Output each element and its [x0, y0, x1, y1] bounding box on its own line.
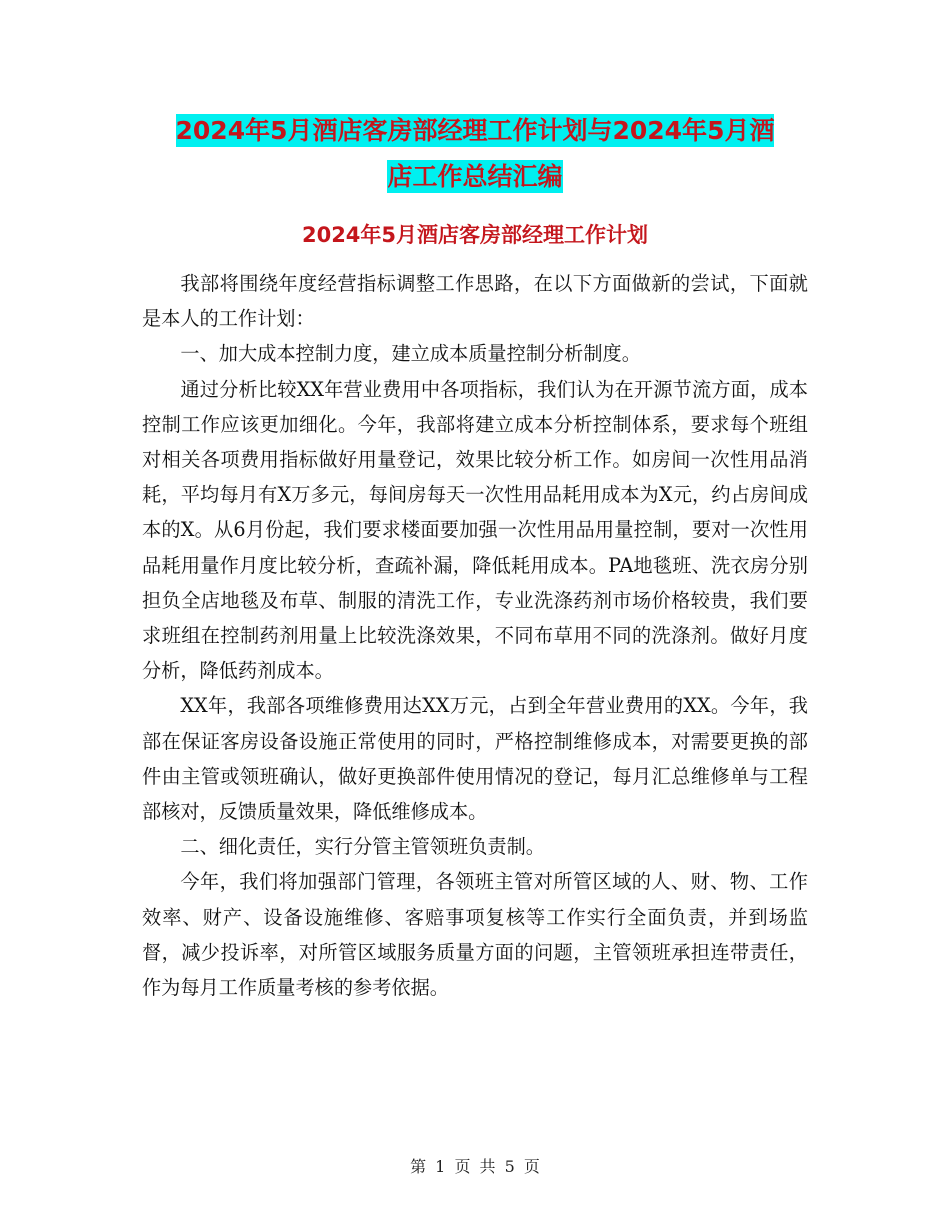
title-line-2: 店工作总结汇编: [387, 162, 563, 191]
page-footer: 第 1 页 共 5 页: [410, 1157, 540, 1176]
paragraph: 一、加大成本控制力度，建立成本质量控制分析制度。: [180, 342, 641, 366]
title-line-1: 2024年5月酒店客房部经理工作计划与2024年5月酒: [175, 116, 775, 145]
document-title: [0, 108, 950, 200]
section-title: 2024年5月酒店客房部经理工作计划: [301, 223, 649, 247]
paragraph: XX年，我部各项维修费用达XX万元，占到全年营业费用的XX。今年，我部在保证客房设备设施正常使用的同时，严格控制维修成本，对需要更换的部件由主管或领班确认，做好更换部件使用情况的登记，每月汇总维修单与工程部核对，反馈质量效果，降低维修成本。: [142, 694, 808, 824]
paragraph: 我部将围绕年度经营指标调整工作思路，在以下方面做新的尝试，下面就是本人的工作计划：: [142, 272, 808, 331]
paragraph: 今年，我们将加强部门管理，各领班主管对所管区域的人、财、物、工作效率、财产、设备设施维修、客赔事项复核等工作实行全面负责，并到场监督，减少投诉率，对所管区域服务质量方面的问题，主管领班承担连带责任，作为每月工作质量考核的参考依据。: [142, 870, 808, 1000]
paragraph: 二、细化责任，实行分管主管领班负责制。: [180, 835, 545, 859]
paragraph: 通过分析比较XX年营业费用中各项指标，我们认为在开源节流方面，成本控制工作应该更加细化。今年，我部将建立成本分析控制体系，要求每个班组对相关各项费用指标做好用量登记，效果比较分析工作。如房间一次性用品消耗，平均每月有X万多元，每间房每天一次性用品耗用成本为X元，约占房间成本的X。从6月份起，我们要求楼面要加强一次性用品用量控制，要对一次性用品耗用量作月度比较分析，查疏补漏，降低耗用成本。PA地毯班、洗衣房分别担负全店地毯及布草、制服的清洗工作，专业洗涤药剂市场价格较贵，我们要求班组在控制药剂用量上比较洗涤效果，不同布草用不同的洗涤剂。做好月度分析，降低药剂成本。: [142, 377, 808, 683]
document-body: [142, 266, 808, 1005]
